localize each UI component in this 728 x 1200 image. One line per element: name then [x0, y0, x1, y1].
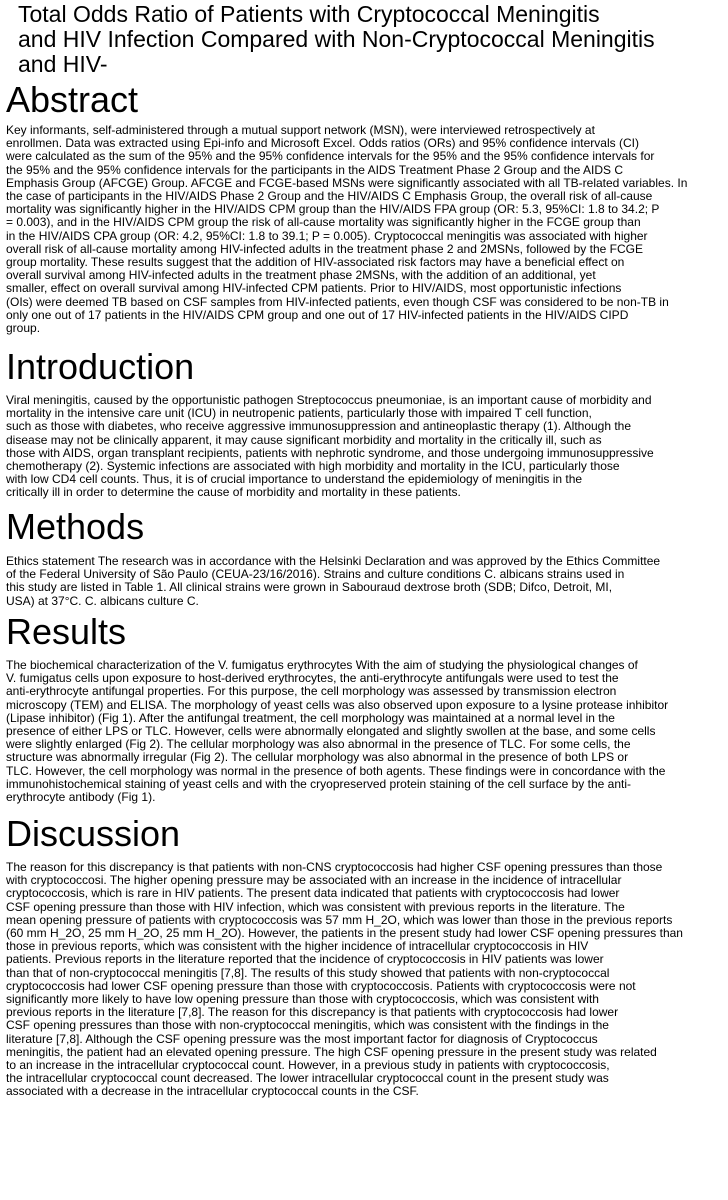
results-heading: Results	[6, 611, 127, 652]
abstract-heading: Abstract	[6, 79, 139, 120]
discussion-heading: Discussion	[6, 813, 181, 854]
results-text: The biochemical characterization of the V. fumigatus erythrocytes With the aim of studying the physiological changes of V. fumigatus cells upon exposure to host-derived erythrocytes, the anti-erythrocyte antifungals were used to test the anti-erythrocyte antifungal properties. For this purpose, the cell morphology was assessed by transmission electron microscopy (TEM) and ELISA. The morphology of yeast cells was also observed upon exposure to a lysine protease inhibitor (Lipase inhibitor) (Fig 1). After the antifungal treatment, the cell morphology was maintained at a normal level in the presence of either LPS or TLC. However, cells were abnormally elongated and slightly swollen at the base, and some cells were slightly enlarged (Fig 2). The cellular morphology was also abnormal in the presence of TLC. For some cells, the structure was abnormally irregular (Fig 2). The cellular morphology was also abnormal in the presence of both LPS or TLC. However, the cell morphology was normal in the presence of both agents. These findings were in concordance with the immunohistochemical staining of yeast cells and with the cryopreserved protein staining of the cell surface by the anti- erythrocyte antibody (Fig 1).	[6, 658, 669, 805]
introduction-text: Viral meningitis, caused by the opportunistic pathogen Streptococcus pneumoniae, is an important cause of morbidity and mortality in the intensive care unit (ICU) in neutropenic patients, particularly those with impaired T cell function, such as those with diabetes, who receive aggressive immunosuppression and antineoplastic therapy (1). Although the disease may not be clinically apparent, it may cause significant morbidity and mortality in the critically ill, such as those with AIDS, organ transplant recipients, patients with nephrotic syndrome, and those undergoing immunosuppressive chemotherapy (2). Systemic infections are associated with high morbidity and mortality in the ICU, particularly those with low CD4 cell counts. Thus, it is of crucial importance to understand the epidemiology of meningitis in the critically ill in order to determine the cause of morbidity and mortality in these patients.	[6, 393, 654, 500]
discussion-text: The reason for this discrepancy is that patients with non-CNS cryptococcosis had higher CSF opening pressures than those with cryptococcosi. The higher opening pressure may be associated with an increase in the incidence of intracellular cryptococcosis, which is rare in HIV patients. The present data indicated that patients with cryptococcosis had lower CSF opening pressure than those with HIV infection, which was consistent with previous reports in the literature. The mean opening pressure of patients with cryptococcosis was 57 mm H_2O, which was lower than those in the previous reports (60 mm H_2O, 25 mm H_2O, 25 mm H_2O). However, the patients in the present study had lower CSF opening pressures than those in previous reports, which was consistent with the higher incidence of intracellular cryptococcosis in HIV patients. Previous reports in the literature reported that the incidence of cryptococcosis in HIV patients was lower than that of non-cryptococcal meningitis [7,8]. The results of this study showed that patients with non-cryptococcal cryptococcosis had lower CSF opening pressure than those with cryptococcosis. Patients with cryptococcosis were not significantly more likely to have low opening pressure than those with cryptococcosis, which was consistent with previous reports in the literature [7,8]. The reason for this discrepancy is that patients with cryptococcosis had lower CSF opening pressures than those with non-cryptococcal meningitis, which was consistent with the findings in the literature [7,8]. Although the CSF opening pressure was the most important factor for diagnosis of Cryptococcus meningitis, the patient had an elevated opening pressure. The high CSF opening pressure in the present study was related to an increase in the intracellular cryptococcal count. However, in a previous study in patients with cryptococcosis, the intracellular cryptococcal count decreased. The lower intracellular cryptococcal count in the present study was associated with a decrease in the intracellular cryptococcal counts in the CSF.	[6, 860, 683, 1099]
methods-heading: Methods	[6, 506, 145, 547]
paper-title: Total Odds Ratio of Patients with Cryptococcal Meningitis and HIV Infection Compared with Non-Cryptococcal Meningitis and HIV-	[18, 1, 655, 77]
methods-text: Ethics statement The research was in accordance with the Helsinki Declaration and was approved by the Ethics Committee of the Federal University of São Paulo (CEUA-23/16/2016). Strains and culture conditions C. albicans strains used in this study are listed in Table 1. All clinical strains were grown in Sabouraud dextrose broth (SDB; Difco, Detroit, MI, USA) at 37°C. C. albicans culture C.	[6, 554, 661, 608]
introduction-heading: Introduction	[6, 346, 195, 387]
abstract-text: Key informants, self-administered through a mutual support network (MSN), were interviewed retrospectively at enrollmen. Data was extracted using Epi-info and Microsoft Excel. Odds ratios (ORs) and 95% confidence intervals (CI) were calculated as the sum of the 95% and the 95% confidence intervals for the 95% and the 95% confidence intervals for the 95% and the 95% confidence intervals for the participants in the AIDS Treatment Phase 2 Group and the AIDS C Emphasis Group (AFCGE) Group. AFCGE and FCGE-based MSNs were significantly associated with all TB-related variables. In the case of participants in the HIV/AIDS Phase 2 Group and the HIV/AIDS C Emphasis Group, the overall risk of all-cause mortality was significantly higher in the HIV/AIDS CPM group than the HIV/AIDS FPA group (OR: 5.3, 95%CI: 1.8 to 34.2; P = 0.003), and in the HIV/AIDS CPM group the risk of all-cause mortality was significantly higher in the FCGE group than in the HIV/AIDS CPA group (OR: 4.2, 95%CI: 1.8 to 39.1; P = 0.005). Cryptococcal meningitis was associated with higher overall risk of all-cause mortality among HIV-infected adults in the treatment phase 2 and 2MSNs, followed by the FCGE group mortality. These results suggest that the addition of HIV-associated risk factors may have a beneficial effect on overall survival among HIV-infected adults in the treatment phase 2MSNs, with the addition of an additional, yet smaller, effect on overall survival among HIV-infected CPM patients. Prior to HIV/AIDS, most opportunistic infections (OIs) were deemed TB based on CSF samples from HIV-infected patients, even though CSF was considered to be non-TB in only one out of 17 patients in the HIV/AIDS CPM group and one out of 17 HIV-infected patients in the HIV/AIDS CIPD group.	[6, 123, 688, 336]
